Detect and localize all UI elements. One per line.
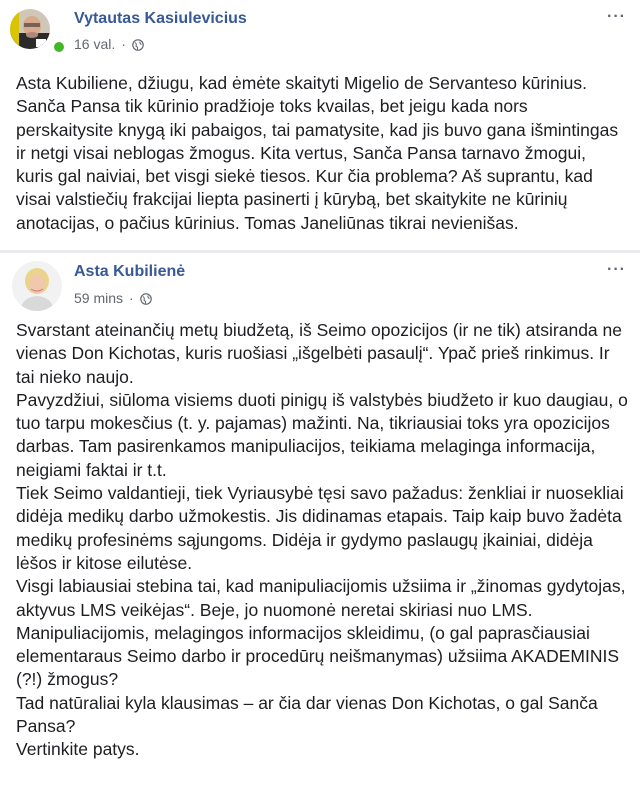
more-options-icon[interactable]: ··· — [607, 8, 626, 25]
globe-icon — [140, 292, 152, 304]
paragraph: Tad natūraliai kyla klausimas – ar čia dar vienas Don Kichotas, o gal Sanča Pansa? — [16, 692, 598, 737]
paragraph: Svarstant ateinančių metų biudžetą, iš Seimo opozicijos (ir ne tik) atsiranda ne vienas Don Kichotas, kuris ruošiasi „išgelbėti pasaulį“. Ypač prieš rinkimus. Ir tai nieko naujo. — [16, 320, 622, 387]
more-options-icon[interactable]: ··· — [607, 261, 626, 278]
post-text: Asta Kubiliene, džiugu, kad ėmėte skaityti Migelio de Servanteso kūrinius. Sanča Pansa tik kūrinio pradžioje toks kvailas, bet jeigu kada nors perskaitysite knygą iki pabaigos, tai pamatysite, kad jis buvo gana išmintingas ir netgi visai neblogas žmogus. Kita vertus, Sanča Pansa tarnavo žmogui, kuris gal naiviai, bet visgi siekė tiesos. Kur čia problema? Aš suprantu, kad visai valstiečių frakcijai liepta pasinerti į kūrybą, bet skaitykite ne kūrinių anotacijas, o pačius kūrinius. Tomas Janeliūnas tikrai nevienišas. — [16, 73, 619, 233]
separator: · — [121, 36, 126, 52]
timestamp[interactable]: 16 val. — [74, 36, 116, 52]
author-avatar[interactable] — [10, 9, 50, 49]
author-name[interactable]: Vytautas Kasiulevicius — [74, 10, 247, 27]
paragraph: Manipuliacijomis, melagingos informacijos skleidimu, (o gal paprasčiausiai elementaraus Seimo darbo ir procedūrų neišmanymas) užsiima AKADEMINIS (?!) žmogus? — [16, 622, 620, 690]
paragraph: Vertinkite patys. — [16, 739, 140, 760]
paragraph: Visgi labiausiai stebina tai, kad manipuliacijomis užsiima ir „žinomas gydytojas, aktyvus LMS veikėjas“. Beje, jo nuomonė neretai skiriasi nuo LMS. — [16, 576, 626, 620]
author-name[interactable]: Asta Kubilienė — [74, 263, 186, 280]
online-status-indicator — [52, 40, 66, 54]
separator: · — [129, 290, 134, 306]
paragraph: Tiek Seimo valdantieji, tiek Vyriausybė tęsi savo pažadus: ženkliai ir nuosekliai didėja medikų darbo užmokestis. Jis didinamas etapais. Taip kaip buvo žadėta medikų profesinėms sąjungoms. Didėja ir gydymo paslaugų įkainiai, didėja lėšos ir kitose eilutėse. — [16, 483, 624, 573]
post-text — [16, 319, 628, 762]
post-meta — [74, 290, 152, 306]
paragraph: Pavyzdžiui, siūloma visiems duoti pinigų iš valstybės biudžeto ir kuo daugiau, o tuo tarpu mokesčius (t. y. pajamas) mažinti. Na, tikriausiai toks yra opozicijos darbas. Tam pasirenkamos manipuliacijos, teikiama melaginga informacija, neigiami faktai ir t.t. — [16, 389, 628, 480]
author-avatar[interactable] — [12, 261, 62, 311]
post-meta — [74, 36, 144, 52]
comment-post-1 — [0, 0, 640, 250]
comment-post-2 — [0, 253, 640, 786]
globe-icon — [132, 38, 144, 50]
timestamp[interactable]: 59 mins — [74, 290, 124, 306]
